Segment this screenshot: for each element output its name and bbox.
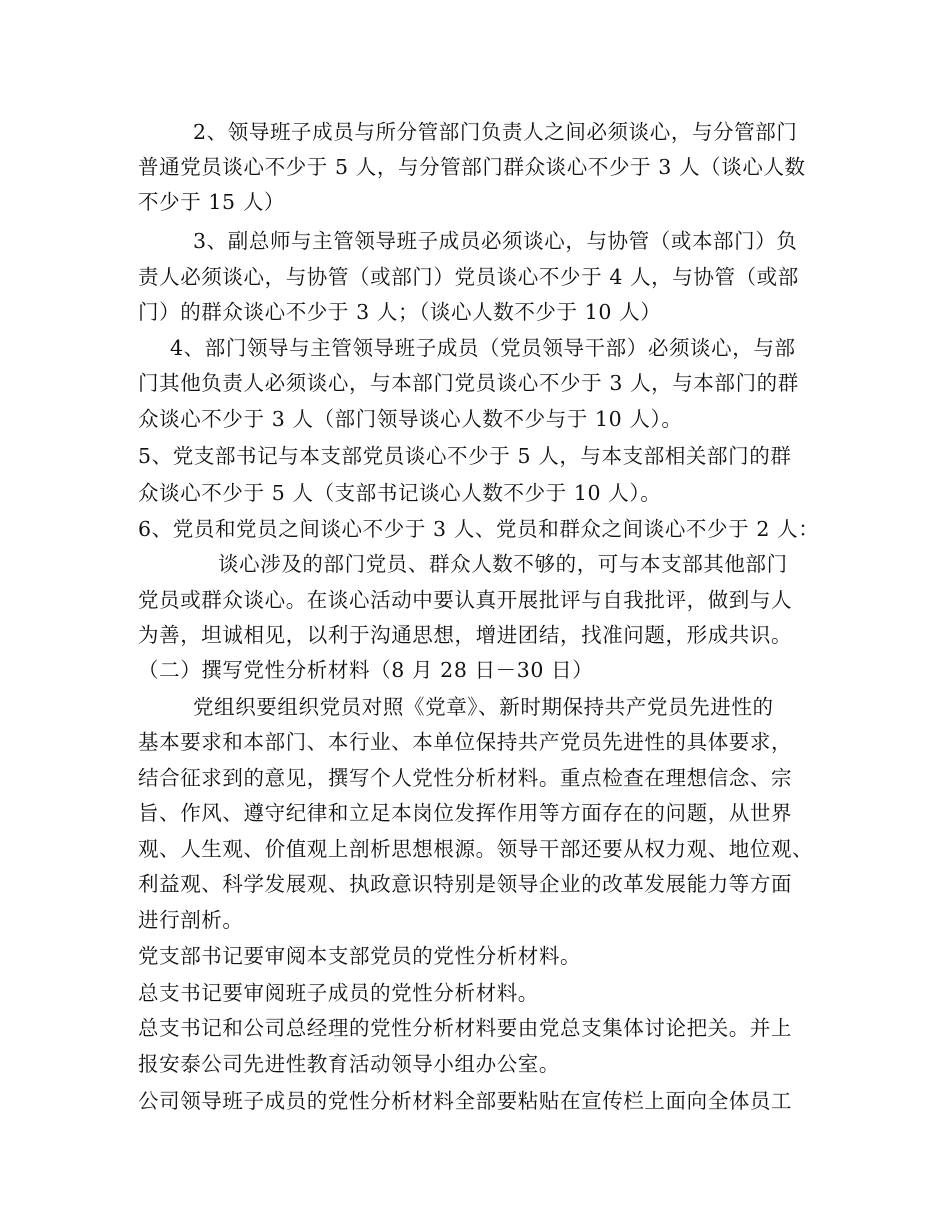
paragraph-line: 报安泰公司先进性教育活动领导小组办公室。 [138,1052,560,1076]
paragraph-line: 公司领导班子成员的党性分析材料全部要粘贴在宣传栏上面向全体员工 [138,1089,793,1113]
paragraph-line: 党支部书记要审阅本支部党员的党性分析材料。 [138,944,582,968]
paragraph-line: 门其他负责人必须谈心，与本部门党员谈心不少于 3 人，与本部门的群 [138,371,799,395]
paragraph-line: 为善，坦诚相见，以利于沟通思想，增进团结，找准问题，形成共识。 [138,623,793,647]
paragraph-line: 基本要求和本部门、本行业、本单位保持共产党员先进性的具体要求， [138,730,793,754]
paragraph-line: 众谈心不少于 3 人（部门领导谈心人数不少与于 10 人）。 [138,407,683,431]
paragraph-line: 利益观、科学发展观、执政意识特别是领导企业的改革发展能力等方面 [138,872,793,896]
paragraph-line: 5、党支部书记与本支部党员谈心不少于 5 人，与本支部相关部门的群 [138,444,792,468]
paragraph-line: 3、副总师与主管领导班子成员必须谈心，与协管（或本部门）负 [193,229,798,253]
paragraph-line: 2、领导班子成员与所分管部门负责人之间必须谈心，与分管部门 [193,120,798,144]
paragraph-line: 众谈心不少于 5 人（支部书记谈心人数不少于 10 人）。 [138,481,662,505]
section-heading: （二）撰写党性分析材料（8 月 28 日－30 日） [138,658,594,682]
paragraph-line: 党组织要组织党员对照《党章》、新时期保持共产党员先进性的 [193,695,774,719]
paragraph-line: 谈心涉及的部门党员、群众人数不够的，可与本支部其他部门 [218,552,788,576]
paragraph-line: 观、人生观、价值观上剖析思想根源。领导干部还要从权力观、地位观、 [138,837,814,861]
paragraph-line: 党员或群众谈心。在谈心活动中要认真开展批评与自我批评，做到与人 [138,588,793,612]
paragraph-line: 总支书记要审阅班子成员的党性分析材料。 [138,981,539,1005]
paragraph-line: 进行剖析。 [138,908,244,932]
paragraph-line: 结合征求到的意见，撰写个人党性分析材料。重点检查在理想信念、宗 [138,766,793,790]
paragraph-line: 门）的群众谈心不少于 3 人；（谈心人数不少于 10 人） [138,300,662,324]
paragraph-line: 旨、作风、遵守纪律和立足本岗位发挥作用等方面存在的问题，从世界 [138,801,793,825]
paragraph-line: 不少于 15 人） [138,190,286,214]
paragraph-line: 总支书记和公司总经理的党性分析材料要由党总支集体讨论把关。并上 [138,1016,793,1040]
paragraph-line: 责人必须谈心，与协管（或部门）党员谈心不少于 4 人，与协管（或部 [138,265,799,289]
paragraph-line: 4、部门领导与主管领导班子成员（党员领导干部）必须谈心，与部 [170,336,796,360]
paragraph-line: 普通党员谈心不少于 5 人，与分管部门群众谈心不少于 3 人（谈心人数 [138,155,806,179]
paragraph-line: 6、党员和党员之间谈心不少于 3 人、党员和群众之间谈心不少于 2 人： [138,517,820,541]
